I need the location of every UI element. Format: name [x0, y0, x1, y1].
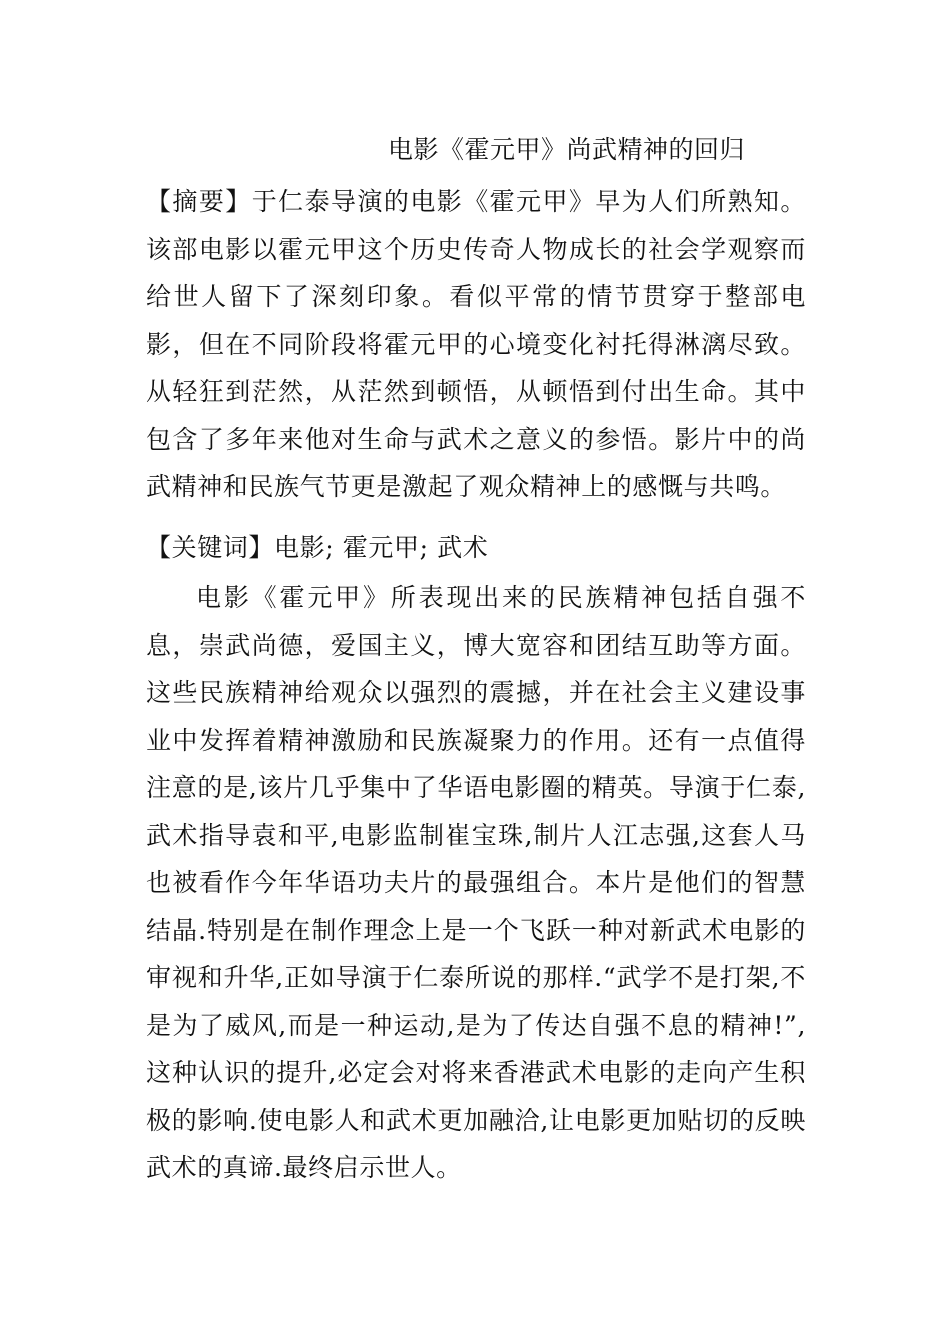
keywords-line: 【关键词】电影; 霍元甲; 武术	[146, 533, 489, 562]
abstract-paragraph: 【摘要】于仁泰导演的电影《霍元甲》早为人们所熟知。该部电影以霍元甲这个历史传奇人物成长的社会学观察而给世人留下了深刻印象。看似平常的情节贯穿于整部电影，但在不同阶段将霍元甲的心境变化衬托得淋漓尽致。从轻狂到茫然，从茫然到顿悟，从顿悟到付出生命。其中包含了多年来他对生命与武术之意义的参悟。影片中的尚武精神和民族气节更是激起了观众精神上的感慨与共鸣。	[146, 187, 806, 501]
document-title: 电影《霍元甲》尚武精神的回归	[388, 135, 746, 164]
body-paragraph: 电影《霍元甲》所表现出来的民族精神包括自强不息，崇武尚德，爱国主义，博大宽容和团结互助等方面。这些民族精神给观众以强烈的震撼，并在社会主义建设事业中发挥着精神激励和民族凝聚力的作用。还有一点值得注意的是,该片几乎集中了华语电影圈的精英。导演于仁泰,武术指导袁和平,电影监制崔宝珠,制片人江志强,这套人马也被看作今年华语功夫片的最强组合。本片是他们的智慧结晶.特别是在制作理念上是一个飞跃一种对新武术电影的审视和升华,正如导演于仁泰所说的那样.“武学不是打架,不是为了威风,而是一种运动,是为了传达自强不息的精神!”,这种认识的提升,必定会对将来香港武术电影的走向产生积极的影响.使电影人和武术更加融洽,让电影更加贴切的反映武术的真谛.最终启示世人。	[146, 583, 806, 1182]
